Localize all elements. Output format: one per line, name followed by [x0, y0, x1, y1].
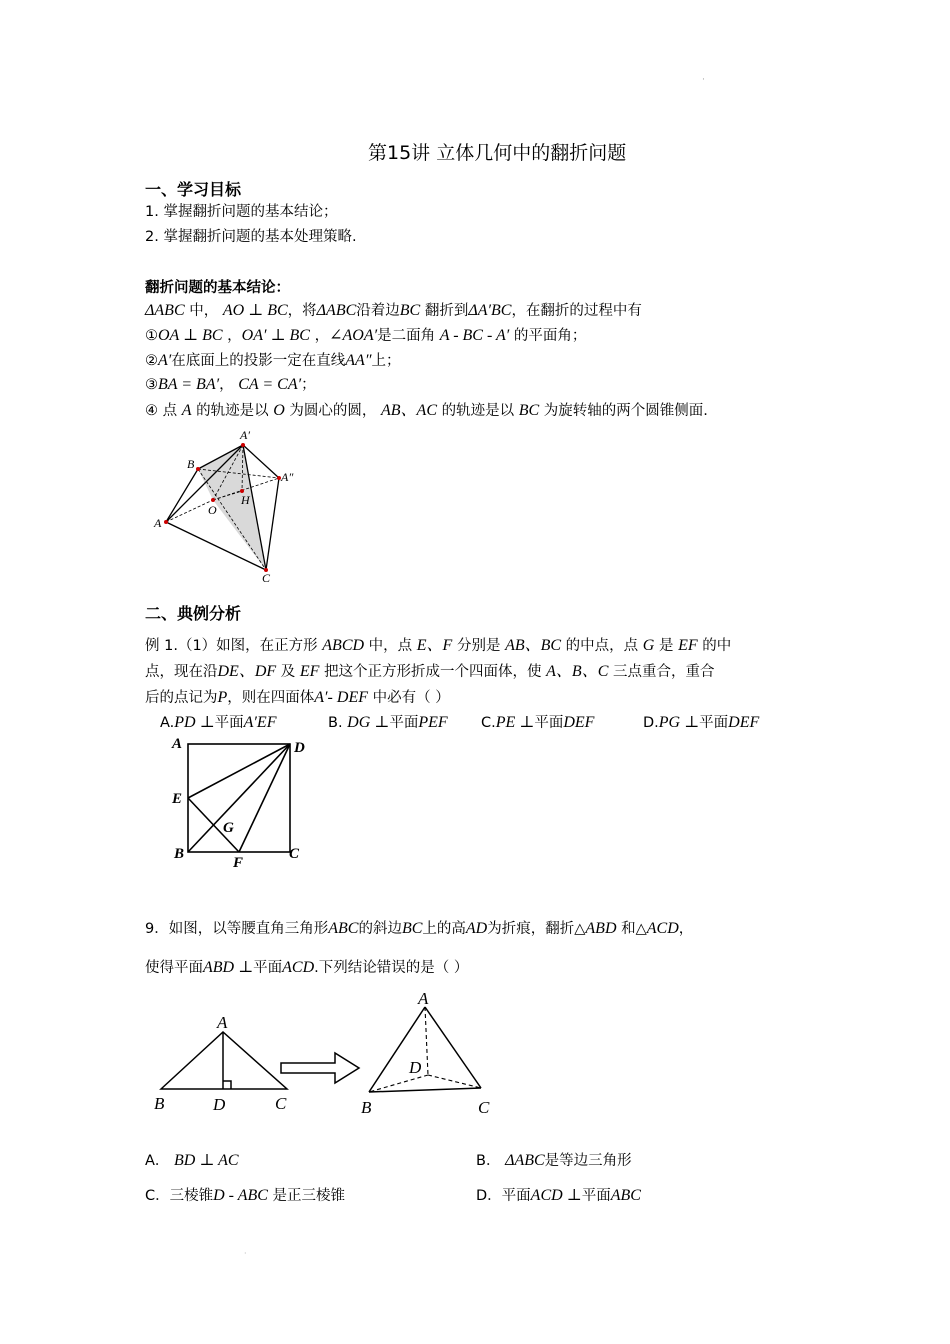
label-A-folded: A [418, 989, 429, 1008]
label-A-double-prime: A″ [281, 470, 294, 484]
math-expr: EF [299, 663, 320, 680]
math-expr: O [273, 402, 285, 419]
conclusion-line-3 [145, 351, 401, 371]
label-B-folded: B [361, 1098, 372, 1117]
math-expr: D - ABC [213, 1187, 268, 1204]
math-expr: AD [465, 920, 488, 937]
text-run: 是等边三角形 [544, 1153, 632, 1169]
math-expr: BC [401, 920, 423, 937]
math-expr: ABC [610, 1187, 641, 1204]
math-expr: BC [518, 402, 540, 419]
p9-option-C[interactable] [145, 1186, 345, 1206]
label-B: B [187, 457, 195, 471]
text-run: 在底面上的投影一定在直线 [171, 353, 346, 369]
text-run: 平面 [699, 715, 729, 731]
label-A-prime: A′ [240, 428, 250, 442]
math-expr: PD ⊥ [174, 714, 215, 731]
p9-option-A[interactable] [145, 1151, 239, 1171]
p9-option-B[interactable] [476, 1151, 632, 1171]
text-run: 分别是 [456, 638, 501, 654]
triangle-fold-diagram [145, 985, 505, 1120]
math-expr: G [642, 637, 655, 654]
text-run: 点，现在沿 [145, 664, 218, 680]
footer-mark: · [244, 1249, 247, 1258]
text-run: ③ [145, 377, 158, 393]
section-heading-goals: 一、学习目标 [145, 180, 242, 199]
math-expr: AA″ [345, 352, 372, 369]
math-expr: ABD ⊥ [203, 959, 254, 976]
option-A[interactable] [160, 713, 276, 733]
text-run: 把这个正方形折成一个四面体，使 [324, 664, 542, 680]
text-run: 使得平面 [145, 960, 203, 976]
label-C: C [289, 846, 300, 862]
label-G: G [223, 820, 234, 836]
math-expr: OA′ ⊥ BC [241, 327, 310, 344]
option-label: A. [160, 715, 175, 731]
math-expr: ACD [282, 959, 315, 976]
example1-line-1 [145, 636, 731, 656]
text-run: 三棱锥 [169, 1188, 214, 1204]
example1-line-3 [145, 688, 450, 708]
math-expr: PE ⊥ [495, 714, 535, 731]
text-run: ； [301, 377, 316, 393]
text-run: 例 1.（1）如图，在正方形 [145, 638, 318, 654]
label-A: A [154, 516, 162, 530]
label-C: C [275, 1094, 287, 1113]
text-run: 三点重合，重合 [613, 664, 715, 680]
text-run: 平面 [389, 715, 419, 731]
math-expr: CA = CA′ [238, 376, 302, 393]
math-expr: ABC [328, 920, 359, 937]
text-run: 的中点，点 [565, 638, 639, 654]
math-expr: A [181, 402, 192, 419]
text-run: 中必有（ ） [372, 690, 450, 706]
conclusion-line-2 [145, 326, 586, 346]
option-label: B. [328, 715, 343, 731]
math-expr: DEF [728, 714, 760, 731]
option-label: C. [481, 715, 496, 731]
text-run: 是 [658, 638, 674, 654]
text-run: 翻折到 [424, 303, 469, 319]
math-expr: OA ⊥ BC [158, 327, 223, 344]
option-label: B． [476, 1153, 501, 1169]
text-run: 的平面角； [513, 328, 587, 344]
goal-item: 1. 掌握翻折问题的基本结论； [145, 204, 338, 220]
math-expr: AB、AC [381, 402, 437, 419]
text-run: ， [314, 328, 330, 344]
math-expr: BC [399, 302, 421, 319]
text-run: ① [145, 328, 158, 344]
label-C: C [262, 571, 271, 585]
label-B: B [174, 846, 185, 862]
math-expr: EF [678, 637, 698, 654]
label-A: A [172, 736, 183, 752]
text-run: ， [678, 921, 694, 937]
label-F: F [233, 855, 244, 871]
math-expr: E、F [416, 637, 453, 654]
math-expr: A - BC - A′ [439, 327, 510, 344]
label-D: D [213, 1095, 226, 1114]
text-run: 的中 [702, 638, 732, 654]
math-expr: A′- DEF [314, 689, 368, 706]
math-expr: PEF [418, 714, 448, 731]
label-O: O [208, 503, 217, 517]
math-expr: DE、DF [217, 663, 277, 680]
text-run: 为旋转轴的两个圆锥侧面. [543, 403, 708, 419]
math-expr: ∠AOA′ [329, 327, 378, 344]
label-A: A [217, 1013, 228, 1032]
square-diagram [165, 732, 315, 872]
math-expr: PG ⊥ [658, 714, 700, 731]
math-expr: AB、BC [505, 637, 562, 654]
conclusion-line-1 [145, 301, 642, 321]
text-run: 为折痕，翻折△ [487, 921, 586, 937]
text-run: .下列结论错误的是（ ） [314, 960, 469, 976]
problem9-line-1 [145, 919, 693, 939]
text-run: ，将 [287, 303, 317, 319]
fold-diagram [145, 425, 310, 585]
text-run: 上； [371, 353, 401, 369]
page-title: 第15讲 立体几何中的翻折问题 [368, 142, 627, 164]
math-expr: DEF [563, 714, 595, 731]
text-run: 9．如图，以等腰直角三角形 [145, 921, 329, 937]
text-run: 是正三棱锥 [272, 1188, 346, 1204]
math-expr: ΔABC [505, 1152, 545, 1169]
option-C[interactable] [481, 713, 594, 733]
option-D[interactable] [643, 713, 759, 733]
text-run: 和△ [621, 921, 647, 937]
section-heading-examples: 二、典例分析 [145, 604, 242, 623]
text-run: ，在翻折的过程中有 [511, 303, 642, 319]
option-label: C． [145, 1188, 170, 1204]
math-expr: P [217, 689, 228, 706]
label-H: H [241, 493, 250, 507]
math-expr: ACD [646, 920, 679, 937]
math-expr: ΔABC [316, 302, 357, 319]
math-expr: ΔA′BC [468, 302, 512, 319]
option-label: D. [643, 715, 659, 731]
goal-item: 2. 掌握翻折问题的基本处理策略. [145, 229, 357, 245]
option-label: A． [145, 1153, 170, 1169]
math-expr: ACD ⊥ [530, 1187, 582, 1204]
text-run: 平面 [534, 715, 564, 731]
text-run: 平面 [501, 1188, 531, 1204]
math-expr: A′EF [243, 714, 277, 731]
label-C-folded: C [478, 1098, 490, 1117]
page-mark: · [702, 75, 705, 85]
math-expr: ΔABC [145, 302, 185, 319]
text-run: ② [145, 353, 158, 369]
text-run: 沿着边 [356, 303, 400, 319]
text-run: 的轨迹是以 [196, 403, 269, 419]
math-expr: A′ [158, 352, 172, 369]
math-expr: AO ⊥ BC [222, 302, 288, 319]
math-expr: DG ⊥ [347, 714, 390, 731]
text-run: 平面 [253, 960, 283, 976]
problem9-line-2 [145, 958, 468, 978]
p9-option-D[interactable] [476, 1186, 641, 1206]
example1-line-2 [145, 662, 715, 682]
text-run: 的轨迹是以 [441, 403, 515, 419]
label-D-folded: D [409, 1058, 422, 1077]
conclusion-line-5 [145, 401, 708, 421]
text-run: ， [219, 377, 234, 393]
conclusions-heading: 翻折问题的基本结论： [145, 280, 290, 296]
text-run: 为圆心的圆， [289, 403, 377, 419]
math-expr: ABD [585, 920, 617, 937]
text-run: 的斜边 [358, 921, 402, 937]
text-run: 上的高 [422, 921, 466, 937]
text-run: ， [227, 328, 242, 344]
text-run: ，则在四面体 [227, 690, 315, 706]
label-D: D [294, 740, 305, 756]
text-run: 及 [280, 664, 296, 680]
text-run: 中， [189, 303, 219, 319]
option-label: D． [476, 1188, 502, 1204]
math-expr: BA = BA′ [158, 376, 220, 393]
text-run: 中，点 [368, 638, 413, 654]
math-expr: BD ⊥ AC [174, 1152, 239, 1169]
text-run: 后的点记为 [145, 690, 218, 706]
math-expr: ABCD [322, 637, 365, 654]
text-run: 平面 [581, 1188, 611, 1204]
math-expr: A、B、C [546, 663, 609, 680]
text-run: 是二面角 [377, 328, 436, 344]
option-B[interactable] [328, 713, 448, 733]
text-run: 平面 [214, 715, 244, 731]
label-E: E [172, 791, 183, 807]
conclusion-line-4 [145, 375, 316, 395]
label-B: B [154, 1094, 165, 1113]
text-run: ④ 点 [145, 403, 178, 419]
